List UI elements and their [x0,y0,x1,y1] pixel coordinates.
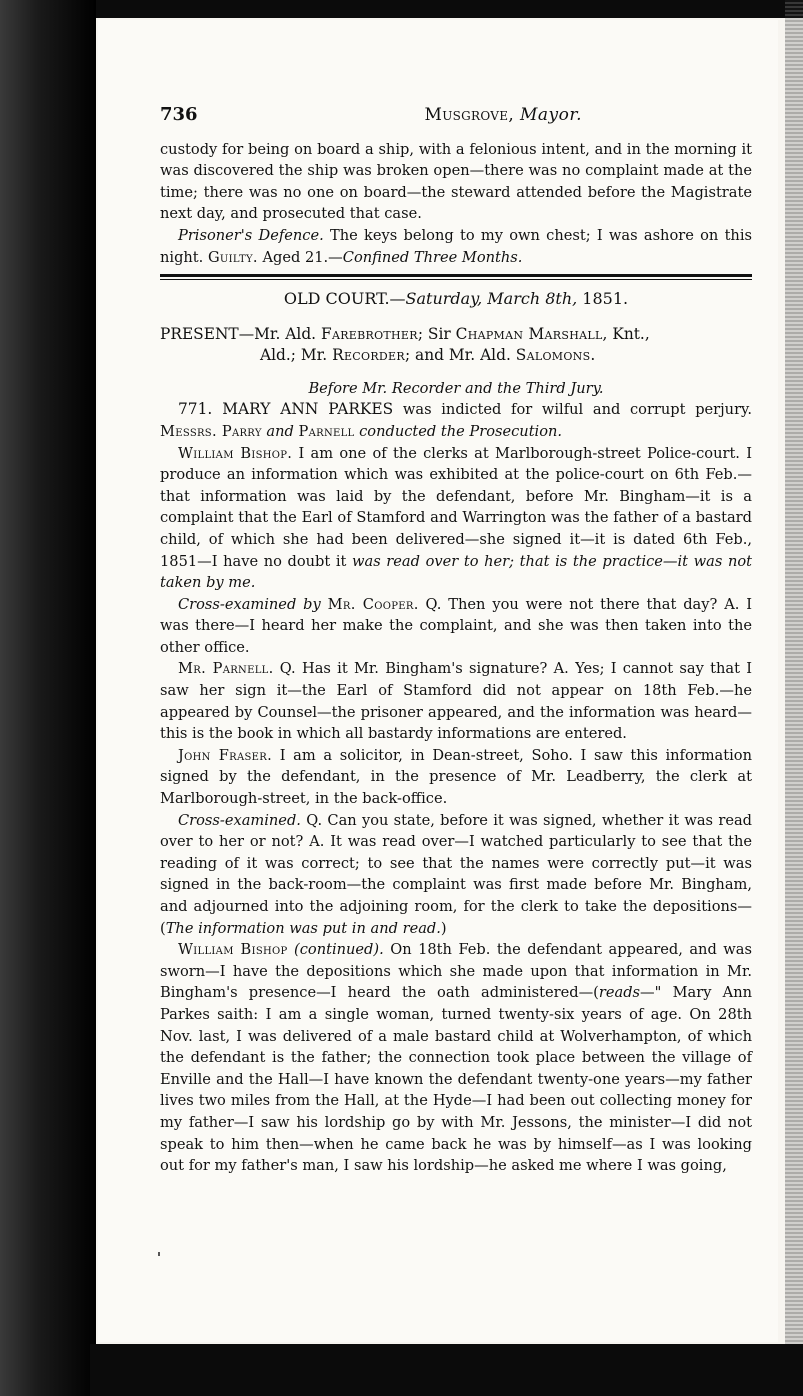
speaker: William Bishop [178,941,288,959]
page-number: 736 [160,104,198,125]
present-marshall: Chapman Marshall [455,324,603,343]
testimony-text: ) [440,919,447,937]
counsel: Messrs. Parry [160,422,262,440]
verdict: Guilty. [207,248,258,266]
running-title-name: Musgrove, [424,105,515,125]
present-farebrother: Farebrother [320,324,418,343]
present-text: . [590,345,596,364]
court-heading [160,288,752,310]
speaker: William Bishop. [178,444,293,462]
section-rule [160,274,752,280]
counsel-2: Parnell [298,422,355,440]
defence-paragraph [160,225,752,268]
defence-label: Prisoner's Defence. [178,226,324,244]
sentence: Confined Three Months. [342,248,523,266]
court-year: 1851. [577,289,629,309]
counsel-rest: conducted the Prosecution. [354,422,563,440]
present-text: Ald.; Mr. [260,345,333,364]
reads-label: reads [598,984,641,1002]
testimony-text: On 18th Feb. the defendant appeared, and was sworn—I have the depositions which she made upon that information in Mr. Bingham's presence—I heard the oath administered—( [160,941,752,1002]
answer: A. I was there—I heard her make the complaint, and she was then taken into the other office. [160,595,753,656]
present-list [160,324,752,366]
deposition-text: —" Mary Ann Parkes saith: I am a single woman, turned twenty-six years of age. On 28th Nov. last, I was delivered of a male bastard child at Wolverhampton, of which the defendant is the father; the connection took place between the village of Enville and the Hall—I have known the defendant twenty-one years—my father lives two miles from the Hall, at the Hyde—I had been out collecting money for my father—I saw his lordship go by with Mr. Jessons, the minister—I did not speak to him then—when he came back he was by himself—as I was looking out for my father's man, I saw his lordship—he asked me where I was going, [160,984,752,1175]
present-line-1 [160,324,752,345]
page-edges [785,0,803,1396]
before-line: Before Mr. Recorder and the Third Jury. [308,379,604,397]
continued-label: (continued). [287,941,384,959]
counsel-and: and [261,422,299,440]
running-title [425,105,582,127]
court-name: OLD COURT.— [283,289,406,309]
present-text: ; Sir [417,324,456,343]
book-edge-bottom [90,1344,803,1396]
page-speck [158,1252,160,1256]
testimony-text: I am a solicitor, in Dean-street, Soho. I saw this information signed by the defendant, in the presence of Mr. Leadberry, the clerk at Marlborough-street, in the back-office. [160,746,752,808]
testimony-parnell [160,658,752,744]
cross-label: Cross-examined by [178,595,321,613]
present-text: ; and Mr. Ald. [404,345,516,364]
testimony-text: Q. Has it Mr. Bingham's signature? A. Yes; I cannot say that I saw her sign it—the Earl of Stamford did not appear on 18th Feb.—he appeared by Counsel—the prisoner appeared, and the information was heard—this is the book in which all bastardy informations are entered. [160,660,752,743]
case-number: 771. [178,400,213,419]
defence-text: The keys belong to my own chest; I was ashore on this night. [160,226,752,266]
testimony-text: Q. Can you state, before it was signed, whether it was read over to her or not? A. It was read over—I watched particularly to see that the reading of it was correct; to see that the names were correctly put—it was signed in the back-room—the complaint was first made before Mr. Bingham, and adjourned into the adjoining room, for the clerk to take the depositions—( [160,811,752,937]
page [98,20,778,1342]
testimony-text: I am one of the clerks at Marlborough-street Police-court. I produce an information which was exhibited at the police-court on 6th Feb.—that information was laid by the defendant, before Mr. Bingham—it is a complaint that the Earl of Stamford and Warrington was the father of a bastard child, of which she had been delivered—she signed it—it is dated 6th Feb., 1851—I have no doubt it [160,444,752,570]
top-paragraph: custody for being on board a ship, with a felonious intent, and in the morning it was discovered the ship was broken open—there was no complaint made at the time; there was no one on board—the steward attended before the Magistrate next day, and prosecuted that case. [160,140,752,223]
present-line-2 [160,345,752,366]
present-salomons: Salomons [515,345,591,364]
testimony-bishop [160,443,752,594]
speaker: John Fraser. [178,746,273,764]
age: Aged 21.— [257,248,343,266]
defendant-name: MARY ANN PARKES [212,400,394,419]
case-charge: was indicted for wilful and corrupt perjury. [393,401,752,419]
testimony-bishop-continued [160,939,752,1177]
book-edge-top [0,0,803,18]
cross-examination-2 [160,810,752,940]
present-text: PRESENT—Mr. Ald. [160,324,321,343]
question: Q. Then you were not there that day? [418,595,725,613]
testimony-italic: was read over to her; that is the practice—it was not taken by me. [160,552,753,592]
speaker: Mr. Parnell. [178,660,274,678]
cross-label: Cross-examined. [178,811,301,829]
page-header [160,104,752,127]
present-text: , Knt., [602,324,650,343]
testimony-fraser [160,745,752,810]
cross-examination-1 [160,594,752,659]
court-date: Saturday, March 8th, [405,289,578,309]
present-recorder: Recorder [332,345,405,364]
testimony-italic: The information was put in and read. [165,919,441,937]
book-spine [0,0,96,1396]
speaker: Mr. Cooper. [327,595,419,613]
page-content [160,104,752,1177]
running-title-office: Mayor. [519,105,582,125]
case-paragraph [160,399,752,442]
